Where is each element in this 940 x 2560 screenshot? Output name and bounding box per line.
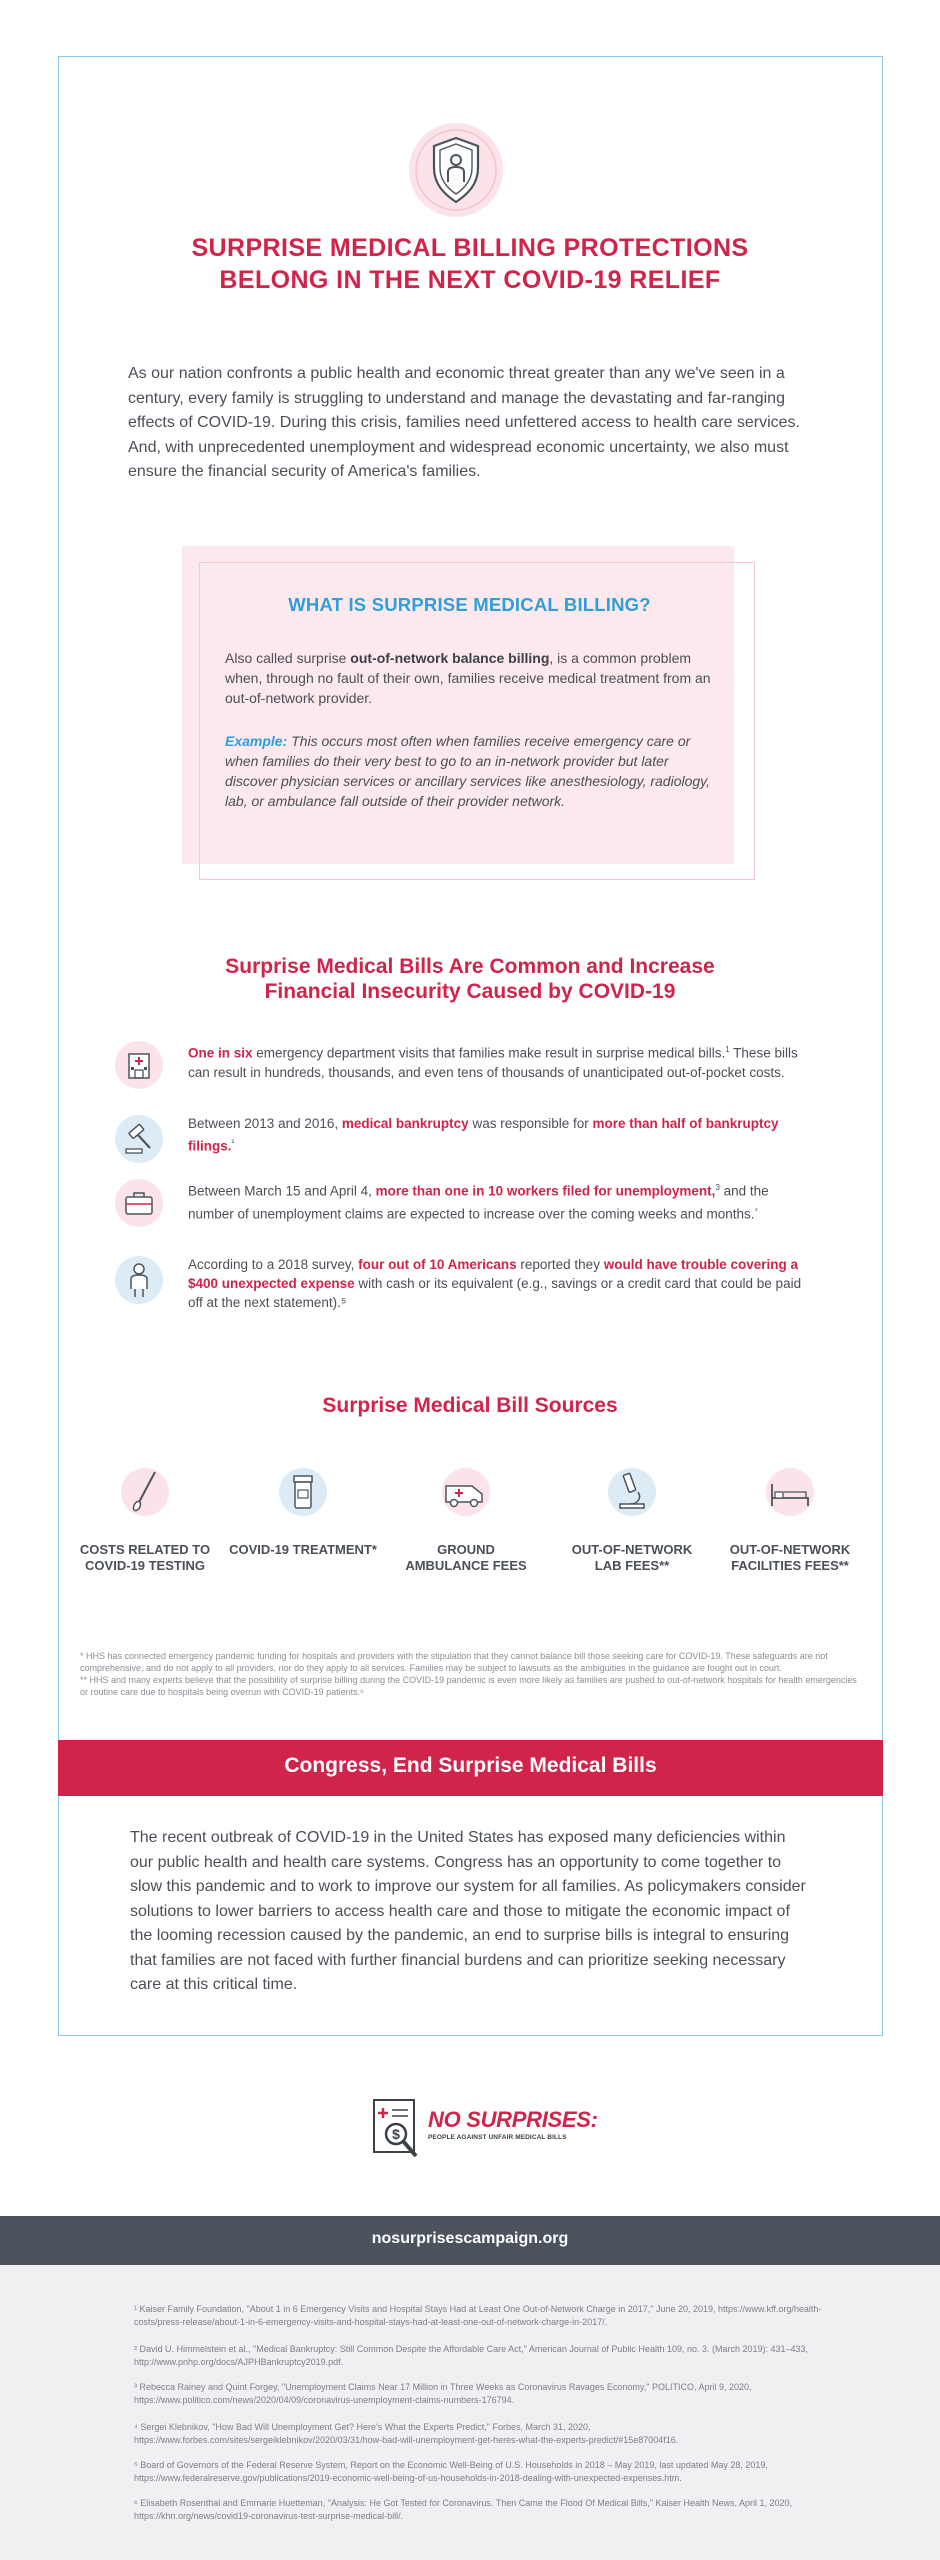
source-label-line: OUT-OF-NETWORK [571, 1542, 693, 1557]
callout-definition-term: out-of-network balance billing [350, 650, 550, 666]
stat-text-part: reported they [516, 1257, 604, 1272]
stat-highlight: would have trouble covering a $400 unexpected expense [188, 1257, 798, 1291]
stat-footnote-mark: 3 [715, 1183, 720, 1192]
source-label [547, 1542, 717, 1574]
section-title-stats-line-2: Financial Insecurity Caused by COVID-19 [264, 980, 676, 1003]
pill-bottle-icon [273, 1462, 333, 1522]
source-label-line: LAB FEES** [594, 1558, 670, 1573]
source-label-line: GROUND [437, 1542, 495, 1557]
reference-item: ³ Rebecca Rainey and Quint Forgey, "Unemployment Claims Near 17 Million in Three Weeks as Coronavirus Ravages Economy," POLITICO, April 9, 2020, https://www.politico.com/news/2020/04/09/coronavirus-unemployment-claims-numbers-176794. [134, 2382, 752, 2405]
source-label-line: COSTS RELATED TO [79, 1542, 211, 1557]
campaign-url-link[interactable]: nosurprisescampaign.org [371, 2230, 569, 2247]
callout-example-label: Example: [225, 733, 288, 749]
reference-item: ⁴ Sergei Klebnikov, "How Bad Will Unemployment Get? Here's What the Experts Predict," Forbes, March 31, 2020, https://www.forbes.com/sites/sergeiklebnikov/2020/03/31/how-bad-will-unemployment-get-heres-what-the-experts-predict/#15e87004f16. [134, 2422, 679, 2445]
section-title-sources: Surprise Medical Bill Sources [322, 1394, 618, 1417]
callout-definition-text: Also called surprise [225, 650, 351, 666]
callout-example-text: This occurs most often when families receive emergency care or when families do their very best to go to an in-network provider but later discover physician services or ancillary services like anesthesiology, radiology, lab, or ambulance fall outside of their provider network. [225, 733, 711, 809]
gavel-icon [114, 1114, 164, 1164]
closing-paragraph: The recent outbreak of COVID-19 in the United States has exposed many deficiencies within our public health and health care systems. Congress has an opportunity to come together to slow this pandemic and to work to improve our system for all families. As policymakers consider solutions to lower barriers to access health care and those to mitigate the economic impact of the looming recession caused by the pandemic, an end to surprise bills is integral to ensuring that families are not faced with further financial burdens and can prioritize seeking necessary care at this critical time. [130, 1829, 806, 1993]
source-label [218, 1542, 388, 1558]
stat-text [188, 1114, 818, 1156]
reference-item: ⁵ Board of Governors of the Federal Reserve System, Report on the Economic Well-Being of U.S. Households in 2018 – May 2019, last updated May 28, 2019, https://www.federalreserve.gov/publications/2019-economic-well-being-of-us-households-in-2018-dealing-with-unexpected-expenses.htm. [134, 2460, 768, 2483]
reference-item: ¹ Kaiser Family Foundation, "About 1 in 6 Emergency Visits and Hospital Stays Had at Least One Out-of-Network Charge in 2017," June 20, 2019, https://www.kff.org/health-costs/press-release/about-1-in-6-emergency-visits-and-hospital-stays-had-at-least-one-out-of-network-charge-in-2017/. [134, 2304, 822, 2327]
source-label [705, 1542, 875, 1574]
reference-item: ² David U. Himmelstein et al., "Medical Bankruptcy: Still Common Despite the Affordable Care Act," American Journal of Public Health 109, no. 3. (March 2019): 431–433, http://www.pnhp.org/docs/AJPHBankruptcy2019.pdf. [134, 2344, 809, 2367]
stat-text-part: Between March 15 and April 4, [188, 1183, 376, 1199]
stat-text-part: These bills can result in hundreds, thousands, and even tens of thousands of unanticipated out-of-pocket costs. [188, 1045, 798, 1080]
callout-example [225, 731, 720, 811]
callout-definition [225, 648, 715, 708]
stat-highlight: four out of 10 Americans [358, 1257, 517, 1272]
swab-icon [115, 1462, 175, 1522]
stat-footnote-mark: ⁴ [754, 1205, 758, 1215]
stat-text [188, 1255, 818, 1312]
source-label-line: OUT-OF-NETWORK [729, 1542, 851, 1557]
page-title-line-2: BELONG IN THE NEXT COVID-19 RELIEF [219, 266, 721, 294]
banner-heading: Congress, End Surprise Medical Bills [284, 1754, 657, 1777]
svg-text:$: $ [392, 2126, 400, 2142]
stat-text [188, 1040, 818, 1082]
callout-title: WHAT IS SURPRISE MEDICAL BILLING? [288, 594, 651, 615]
page-title [100, 232, 840, 296]
stat-footnote-mark: ² [231, 1138, 235, 1147]
stat-footnote-mark: 1 [725, 1045, 730, 1054]
stat-text-part: with cash or its equivalent (e.g., savings or a credit card that could be paid off at the next statement).⁵ [188, 1276, 802, 1310]
source-label-line: COVID-19 TESTING [85, 1558, 205, 1573]
logo-title: NO SURPRISES: [428, 2107, 598, 2132]
source-label-line: FACILITIES FEES** [731, 1558, 849, 1573]
footnote: * HHS has connected emergency pandemic funding for hospitals and providers with the stipulation that they cannot balance bill those seeking care for COVID-19. These safeguards are not comprehensive, and do not apply to all providers, nor do they apply to all services. Families may be subject to lawsuits as the ambiguities in the guidance are fought out in court. [80, 1651, 828, 1673]
source-label [381, 1542, 551, 1574]
shield-person-icon [408, 122, 504, 218]
hospital-icon [114, 1040, 164, 1090]
logo-subtitle: PEOPLE AGAINST UNFAIR MEDICAL BILLS [428, 2134, 567, 2141]
source-label [60, 1542, 230, 1574]
stat-text-part: According to a 2018 survey, [188, 1257, 359, 1272]
briefcase-icon [114, 1178, 164, 1228]
stat-highlight: more than one in 10 workers filed for unemployment, [375, 1183, 716, 1199]
stat-text-part: was responsible for [468, 1116, 593, 1131]
worried-person-icon [114, 1255, 164, 1305]
source-label-line: AMBULANCE FEES [405, 1558, 527, 1573]
page-title-line-1: SURPRISE MEDICAL BILLING PROTECTIONS [191, 234, 749, 262]
section-title-stats-line-1: Surprise Medical Bills Are Common and Increase [225, 955, 715, 978]
source-label-line: COVID-19 TREATMENT* [229, 1542, 377, 1557]
stat-text-part: emergency department visits that families make result in surprise medical bills. [252, 1045, 726, 1061]
intro-paragraph: As our nation confronts a public health and economic threat greater than any we've seen in a century, every family is struggling to understand and manage the devastating and far-ranging effects of COVID-19. During this crisis, families need unfettered access to health care services. And, with unprecedented unemployment and widespread economic uncertainty, we also must ensure the financial security of America's families. [128, 365, 800, 480]
stat-text [188, 1178, 818, 1223]
stat-text-part: and the number of unemployment claims are expected to increase over the coming weeks and months. [188, 1183, 769, 1221]
stat-highlight: more than half of bankruptcy filings. [188, 1116, 779, 1154]
stat-text-part: Between 2013 and 2016, [188, 1116, 342, 1131]
ambulance-icon [436, 1462, 496, 1522]
callout-definition-text-end: , is a common problem when, through no fault of their own, families receive medical treatment from an out-of-network provider. [225, 650, 711, 706]
section-title-stats [170, 954, 770, 1004]
stat-highlight: medical bankruptcy [341, 1116, 469, 1131]
hospital-bed-icon [760, 1462, 820, 1522]
microscope-icon [602, 1462, 662, 1522]
footnote: ** HHS and many experts believe that the possibility of surprise billing during the COVID-19 pandemic is even more likely as families are pushed to out-of-network hospitals for health emergencies or routine care due to hospitals being overrun with COVID-19 patients.⁶ [80, 1675, 857, 1697]
stat-highlight: One in six [188, 1045, 253, 1061]
reference-item: ⁶ Elisabeth Rosenthal and Emmarie Huetteman, "Analysis: He Got Tested for Coronavirus. Then Came the Flood Of Medical Bills," Kaiser Health News, April 1, 2020, https://khn.org/news/covid19-coronavirus-test-surprise-medical-bill/. [134, 2498, 793, 2521]
sources-footnotes [80, 1650, 860, 1698]
